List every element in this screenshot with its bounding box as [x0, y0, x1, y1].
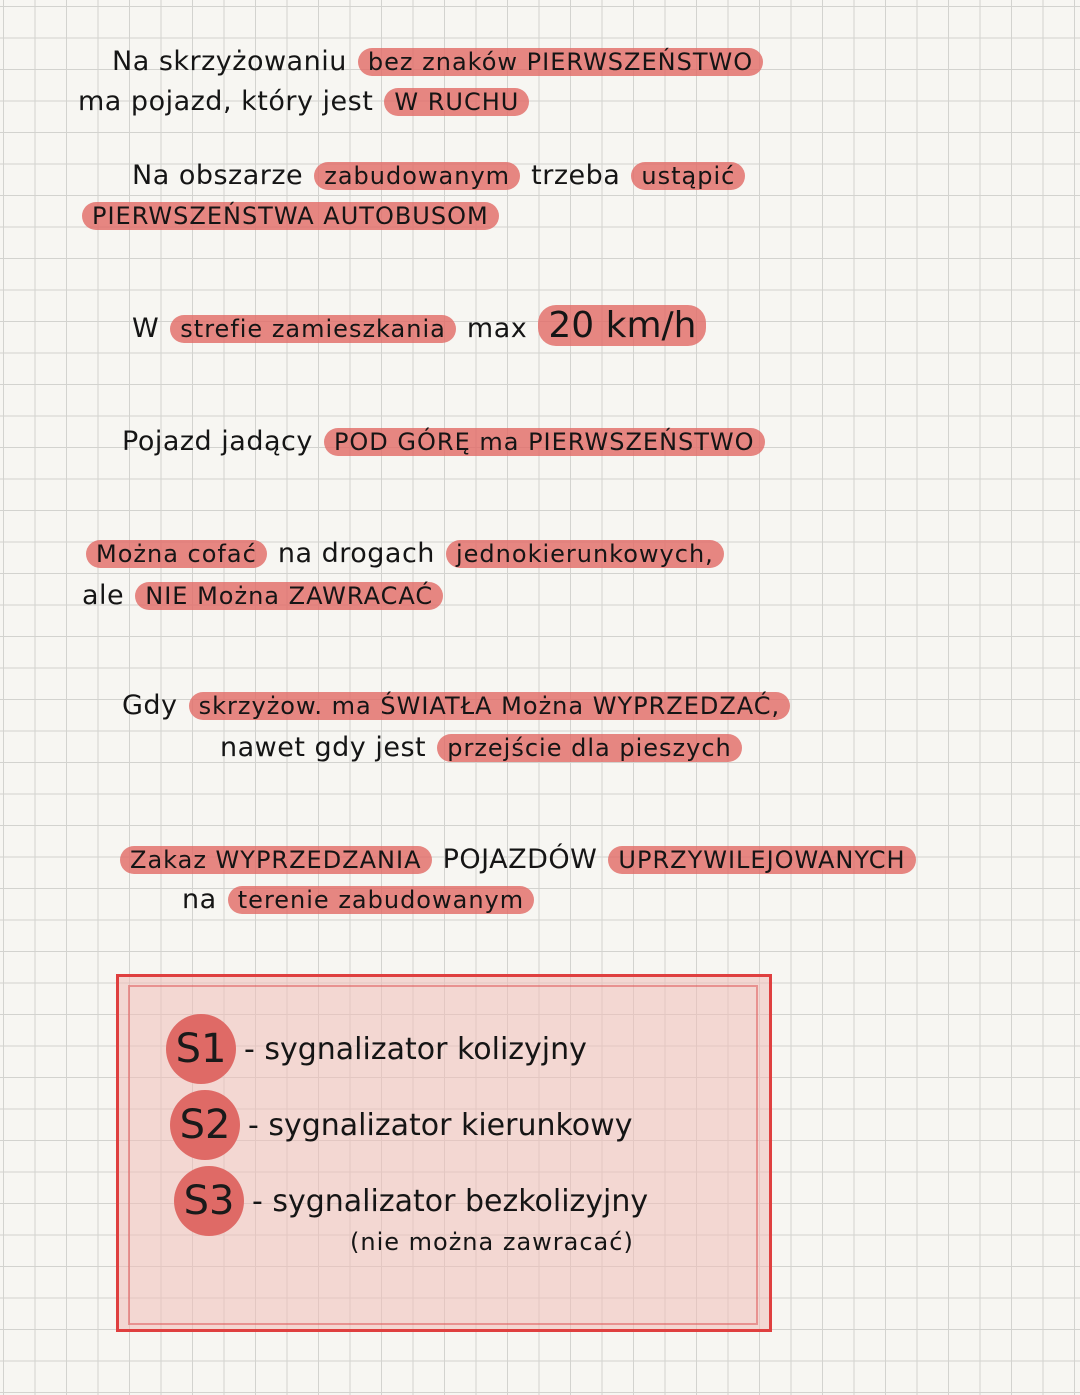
note-text: Gdy: [122, 690, 178, 721]
note-text: na: [182, 884, 217, 915]
highlight: Zakaz WYPRZEDZANIA: [120, 846, 432, 874]
note-residential-zone: [132, 305, 708, 347]
highlight-speed: 20 km/h: [538, 305, 706, 346]
note-text: Na obszarze: [132, 160, 304, 191]
note-text: Pojazd jadący: [122, 426, 313, 457]
legend-text: - sygnalizator bezkolizyjny: [252, 1183, 649, 1219]
highlight: W RUCHU: [384, 88, 529, 116]
note-priority-intersection-line2: [78, 84, 531, 120]
highlight: Można cofać: [86, 540, 267, 568]
highlight: skrzyżow. ma ŚWIATŁA Można WYPRZEDZAĆ,: [189, 692, 791, 720]
note-text: W: [132, 313, 160, 344]
legend-note: (nie można zawracać): [350, 1228, 634, 1256]
highlight: NIE Można ZAWRACAĆ: [135, 582, 443, 610]
note-text: max: [466, 313, 528, 344]
legend-badge: S2: [170, 1090, 240, 1160]
note-built-up-area: [132, 158, 747, 194]
note-traffic-lights-line2: [220, 730, 744, 766]
highlight: zabudowanym: [314, 162, 520, 190]
legend-text: - sygnalizator kierunkowy: [248, 1107, 633, 1143]
note-text: na drogach: [277, 538, 435, 569]
highlight: terenie zabudowanym: [228, 886, 534, 914]
note-text: nawet gdy jest: [220, 732, 427, 763]
note-text: ale: [82, 580, 125, 611]
note-reversing: [84, 536, 726, 572]
highlight: UPRZYWILEJOWANYCH: [608, 846, 915, 874]
legend-row-s3: [174, 1166, 648, 1236]
highlight: przejście dla pieszych: [437, 734, 742, 762]
legend-row-s1: [166, 1014, 587, 1084]
note-text: POJAZDÓW: [442, 844, 598, 875]
note-built-up-area-line2: [80, 198, 501, 234]
note-traffic-lights: [122, 688, 792, 724]
note-priority-intersection: [112, 44, 765, 80]
highlight: PIERWSZEŃSTWA AUTOBUSOM: [82, 202, 499, 230]
highlight: bez znaków PIERWSZEŃSTWO: [358, 48, 763, 76]
legend-row-s2: [170, 1090, 632, 1160]
legend-badge: S3: [174, 1166, 244, 1236]
note-text: Na skrzyżowaniu: [112, 46, 347, 77]
highlight: jednokierunkowych,: [446, 540, 724, 568]
note-uphill: [122, 424, 767, 460]
highlight: ustąpić: [631, 162, 745, 190]
legend-badge: S1: [166, 1014, 236, 1084]
highlight: POD GÓRĘ ma PIERWSZEŃSTWO: [324, 428, 765, 456]
note-reversing-line2: [82, 578, 445, 614]
note-text: ma pojazd, który jest: [78, 86, 374, 117]
note-no-overtaking-line2: [182, 882, 536, 918]
highlight: strefie zamieszkania: [170, 315, 456, 343]
note-text: trzeba: [531, 160, 621, 191]
note-no-overtaking: [118, 842, 918, 878]
legend-text: - sygnalizator kolizyjny: [244, 1031, 587, 1067]
